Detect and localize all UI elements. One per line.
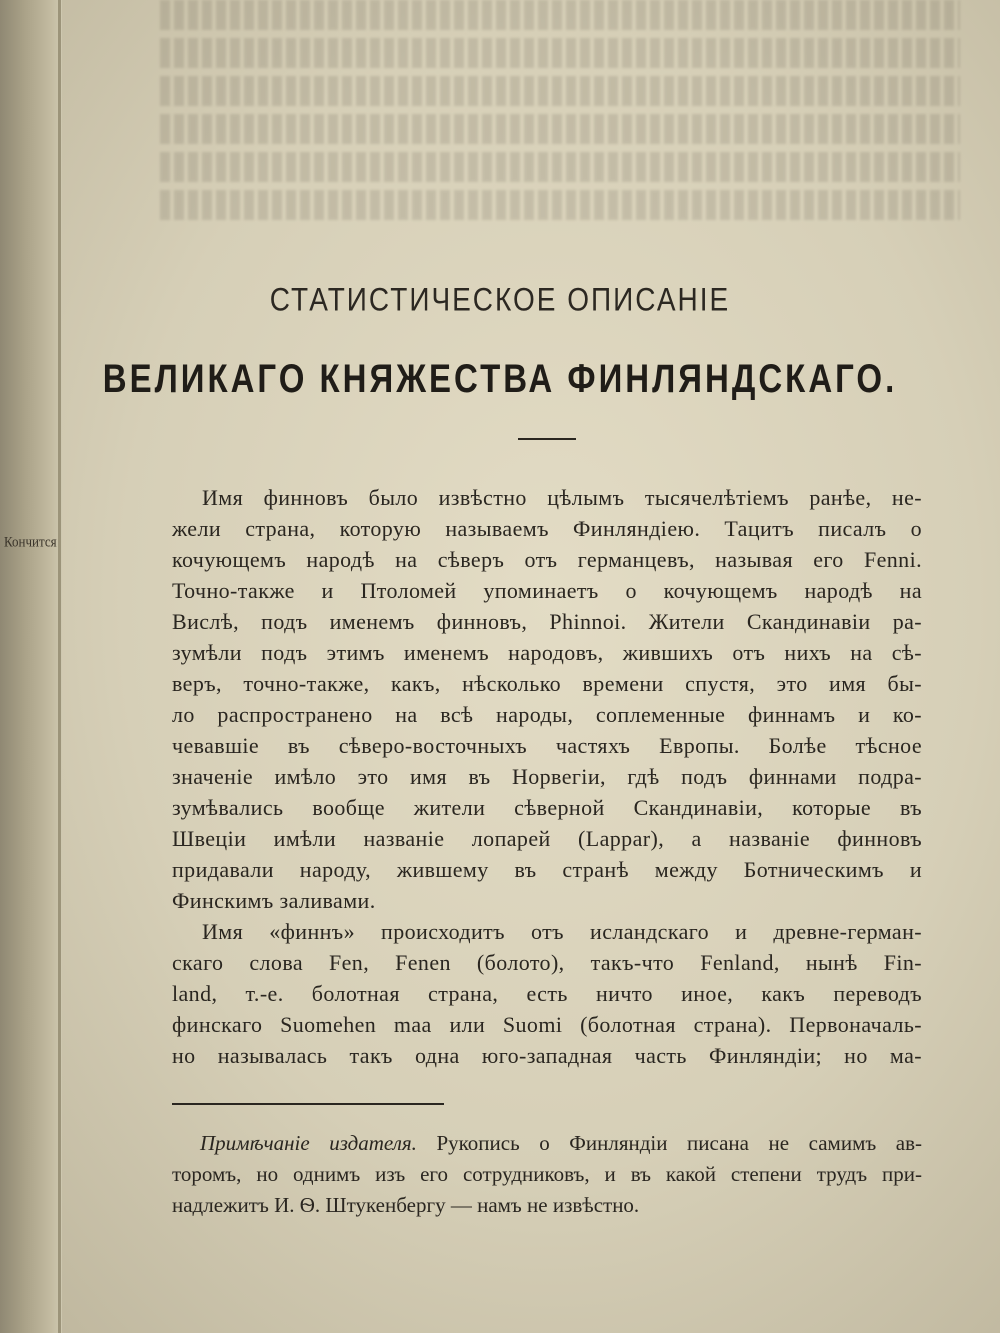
gutter-edge <box>58 0 61 1333</box>
body-line: чевавшіе въ сѣверо-восточныхъ частяхъ Европы. Болѣе тѣсное <box>172 733 922 758</box>
body-text <box>172 482 922 1071</box>
margin-note: Кончится <box>4 533 57 550</box>
body-line: Швеціи имѣли названіе лопарей (Lappar), а названіе финновъ <box>172 826 922 851</box>
body-line: значеніе имѣло это имя въ Норвегіи, гдѣ подъ финнами подра- <box>172 764 922 789</box>
body-line: ло распространено на всѣ народы, соплеменные финнамъ и ко- <box>172 702 922 727</box>
body-line: скаго слова Fen, Fenen (болото), такъ-что Fenland, нынѣ Fin- <box>172 950 922 975</box>
body-line: Имя «финнъ» происходитъ отъ исландскаго и древне-герман- <box>202 919 922 944</box>
body-line: но называлась такъ одна юго-западная часть Финляндіи; но ма- <box>172 1043 922 1068</box>
body-line: финскаго Suomehen maa или Suomi (болотная страна). Первоначаль- <box>172 1012 922 1037</box>
footnote-label: Примѣчаніе издателя. <box>200 1131 417 1155</box>
body-line: зумѣвались вообще жители сѣверной Скандинавіи, которые въ <box>172 795 922 820</box>
title-divider <box>518 438 576 440</box>
body-line: land, т.-е. болотная страна, есть ничто иное, какъ переводъ <box>172 981 922 1006</box>
show-through-text <box>160 0 960 240</box>
body-line: Вислѣ, подъ именемъ финновъ, Phinnoi. Жители Скандинавіи ра- <box>172 609 922 634</box>
footnote-line: надлежитъ И. Ѳ. Штукенбергу — намъ не извѣстно. <box>172 1193 640 1217</box>
footnote-line: торомъ, но однимъ изъ его сотрудниковъ, и въ какой степени трудъ при- <box>172 1162 922 1186</box>
book-gutter <box>0 0 62 1333</box>
body-line: зумѣли подъ этимъ именемъ народовъ, жившихъ отъ нихъ на сѣ- <box>172 640 922 665</box>
footnote-divider <box>172 1103 444 1105</box>
body-line: веръ, точно-также, какъ, нѣсколько времени спустя, это имя бы- <box>172 671 922 696</box>
footnote-text: Рукопись о Финляндіи писана не самимъ ав- <box>436 1131 923 1155</box>
body-line: Имя финновъ было извѣстно цѣлымъ тысячелѣтіемъ ранѣе, не- <box>202 485 922 510</box>
body-line: Финскимъ заливами. <box>172 888 376 913</box>
body-line: кочующемъ народѣ на сѣверъ отъ германцевъ, называя его Fenni. <box>172 547 922 572</box>
title-line-1: СТАТИСТИЧЕСКОЕ ОПИСАНІЕ <box>269 281 731 318</box>
body-line: придавали народу, жившему въ странѣ между Ботническимъ и <box>172 857 922 882</box>
title-line-2: ВЕЛИКАГО КНЯЖЕСТВА ФИНЛЯНДСКАГО. <box>102 356 898 401</box>
body-line: жели страна, которую называемъ Финляндіею. Тацитъ писалъ о <box>172 516 922 541</box>
footnote <box>172 1128 922 1221</box>
body-line: Точно-также и Птоломей упоминаетъ о кочующемъ народѣ на <box>172 578 922 603</box>
footnote-line <box>172 1128 922 1159</box>
